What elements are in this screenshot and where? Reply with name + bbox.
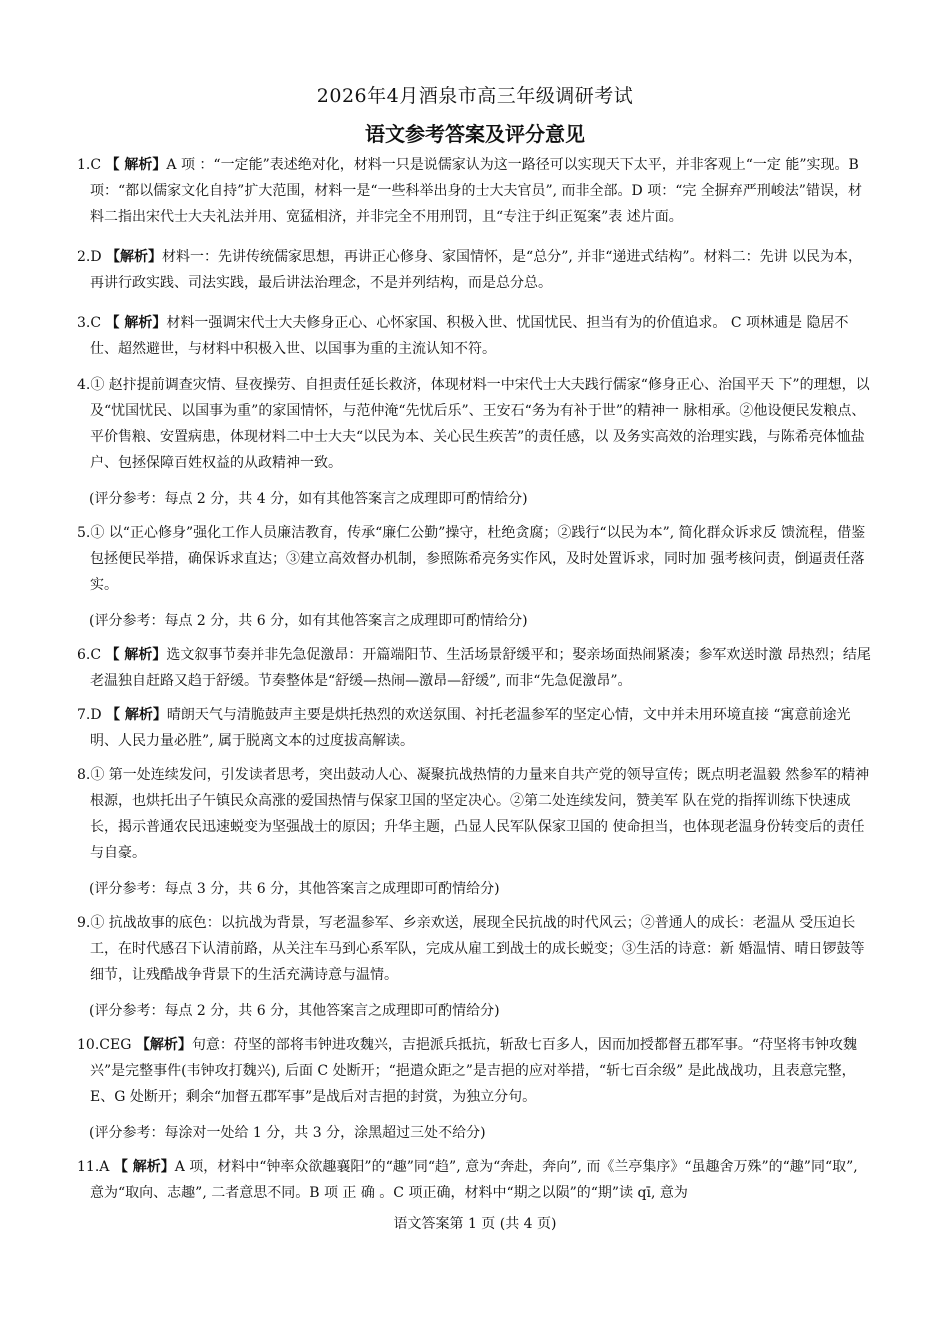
scoring-note-10: (评分参考：每涂对一处给 1 分，共 3 分，涂黑超过三处不给分)	[89, 1125, 486, 1141]
document-subtitle: 语文参考答案及评分意见	[365, 122, 585, 146]
answer-item-8	[77, 762, 872, 866]
item-body: ① 以“正心修身”强化工作人员廉洁教育，传承“廉仁公勤”操守，杜绝贪腐；②践行“以民为本”, 简化群众诉求反 馈流程，借鉴包拯便民举措，确保诉求直达；③建立高效督办机制，参照陈希亮务实作风，及时处置诉求，同时加 强考核问责，倒逼责任落实。	[90, 525, 866, 593]
page-footer: 语文答案第 1 页 (共 4 页)	[393, 1216, 557, 1232]
answer-item-11	[77, 1154, 872, 1206]
answer-item-10	[77, 1032, 872, 1110]
answer-item-2	[77, 244, 872, 296]
scoring-note-9: (评分参考：每点 2 分，共 6 分，其他答案言之成理即可酌情给分)	[89, 1003, 500, 1019]
item-body: ① 赵抃提前调查灾情、昼夜操劳、自担责任延长救济，体现材料一中宋代士大夫践行儒家“修身正心、治国平天 下”的理想，以及“忧国忧民、以国事为重”的家国情怀，与范仲淹“先忧后乐”、王安石“务为有补于世”的精神一 脉相承。②他设便民发粮点、平价售粮、安置病患，体现材料二中士大夫“以民为本、关心民生疾苦”的责任感，以 及务实高效的治理实践，与陈希亮体恤盐户、包拯保障百姓权益的从政精神一致。	[90, 377, 870, 471]
item-number: 5.	[77, 525, 91, 541]
item-number: 9.	[77, 915, 91, 931]
item-number: 1.C	[77, 157, 102, 173]
item-body: 选文叙事节奏并非先急促激昂：开篇端阳节、生活场景舒缓平和；娶亲场面热闹紧凑；参军欢送时激 昂热烈；结尾老温独自赶路又趋于舒缓。节奏整体是“舒缓—热闹—激昂—舒缓”, 而非“先急促激昂”。	[90, 647, 871, 689]
answer-item-7	[77, 702, 872, 754]
item-number: 10.CEG	[77, 1037, 132, 1053]
answer-item-4	[77, 372, 872, 476]
analysis-tag: 【解析】	[106, 249, 163, 265]
scoring-note-5: (评分参考：每点 2 分，共 6 分，如有其他答案言之成理即可酌情给分)	[89, 613, 528, 629]
exam-title: 2026年4月酒泉市高三年级调研考试	[316, 85, 634, 107]
analysis-tag: 【 解析】	[105, 647, 167, 663]
item-number: 3.C	[77, 315, 102, 331]
item-body: 材料一：先讲传统儒家思想，再讲正心修身、家国情怀，是“总分”, 并非“递进式结构”。材料二：先讲 以民为本，再讲行政实践、司法实践，最后讲法治理念，不是并列结构，而是总分总。	[90, 249, 863, 291]
scoring-note-8: (评分参考：每点 3 分，共 6 分，其他答案言之成理即可酌情给分)	[89, 881, 500, 897]
item-number: 7.D	[77, 707, 102, 723]
answer-item-3	[77, 310, 872, 362]
analysis-tag: 【 解析】	[113, 1159, 175, 1175]
item-body: ① 第一处连续发问，引发读者思考，突出鼓动人心、凝聚抗战热情的力量来自共产党的领导宣传；既点明老温毅 然参军的精神根源，也烘托出子午镇民众高涨的爱国热情与保家卫国的坚定决心。②第二处连续发问，赞美军 队在党的指挥训练下快速成长，揭示普通农民迅速蜕变为坚强战士的原因；升华主题，凸显人民军队保家卫国的 使命担当，也体现老温身份转变后的责任与自豪。	[90, 767, 870, 861]
item-body: A 项，材料中“钟率众欲趣襄阳”的“趣”同“趋”, 意为“奔赴，奔向”, 而《兰亭集序》“虽趣舍万殊”的“趣”同“取”, 意为“取向、志趣”, 二者意思不同。B 项 正 确 。C 项正确，材料中“期之以陨”的“期”读 qī, 意为	[90, 1159, 858, 1201]
item-body: 晴朗天气与清脆鼓声主要是烘托热烈的欢送氛围、衬托老温参军的坚定心情，文中并未用环境直接 “寓意前途光明、人民力量必胜”, 属于脱离文本的过度拔高解读。	[90, 707, 851, 749]
scoring-note-4: (评分参考：每点 2 分，共 4 分，如有其他答案言之成理即可酌情给分)	[89, 491, 528, 507]
item-number: 8.	[77, 767, 91, 783]
answer-item-1	[77, 152, 872, 230]
item-number: 2.D	[77, 249, 102, 265]
item-body: A 项 ：“一定能”表述绝对化，材料一只是说儒家认为这一路径可以实现天下太平，并非客观上“一定 能”实现。B 项：“都以儒家文化自持”扩大范围，材料一是“一些科举出身的士大夫官员”, 而非全部。D 项：“完 全摒弃严刑峻法”错误，材料二指出宋代士大夫礼法并用、宽猛相济，并非完全不用刑罚，且“专注于纠正冤案”表 述片面。	[90, 157, 862, 225]
answer-item-9	[77, 910, 872, 988]
item-number: 4.	[77, 377, 91, 393]
item-body: 材料一强调宋代士大夫修身正心、心怀家国、积极入世、忧国忧民、担当有为的价值追求。 C 项林逋是 隐居不仕、超然避世，与材料中积极入世、以国事为重的主流认知不符。	[90, 315, 849, 357]
item-body: 句意：苻坚的部将韦钟进攻魏兴，吉挹派兵抵抗，斩敌七百多人，因而加授都督五郡军事。“苻坚将韦钟攻魏兴”是完整事件(韦钟攻打魏兴), 后面 C 处断开；“挹遣众距之”是吉挹的应对举措，“斩七百余级” 是此战战功，且表意完整，E、G 处断开；剩余“加督五郡军事”是战后对吉挹的封赏，为独立分句。	[90, 1037, 857, 1105]
item-body: ① 抗战故事的底色：以抗战为背景，写老温参军、乡亲欢送，展现全民抗战的时代风云；②普通人的成长：老温从 受压迫长工，在时代感召下认清前路，从关注车马到心系军队，完成从雇工到战士的成长蜕变；③生活的诗意：新 婚温情、晴日锣鼓等细节，让残酷战争背景下的生活充满诗意与温情。	[90, 915, 865, 983]
analysis-tag: 【 解析】	[105, 157, 167, 173]
answer-list	[77, 152, 872, 1206]
analysis-tag: 【解析】	[135, 1037, 192, 1053]
answer-item-5	[77, 520, 872, 598]
analysis-tag: 【 解析】	[106, 707, 167, 723]
analysis-tag: 【 解析】	[105, 315, 167, 331]
item-number: 6.C	[77, 647, 102, 663]
item-number: 11.A	[77, 1159, 110, 1175]
answer-item-6	[77, 642, 872, 694]
